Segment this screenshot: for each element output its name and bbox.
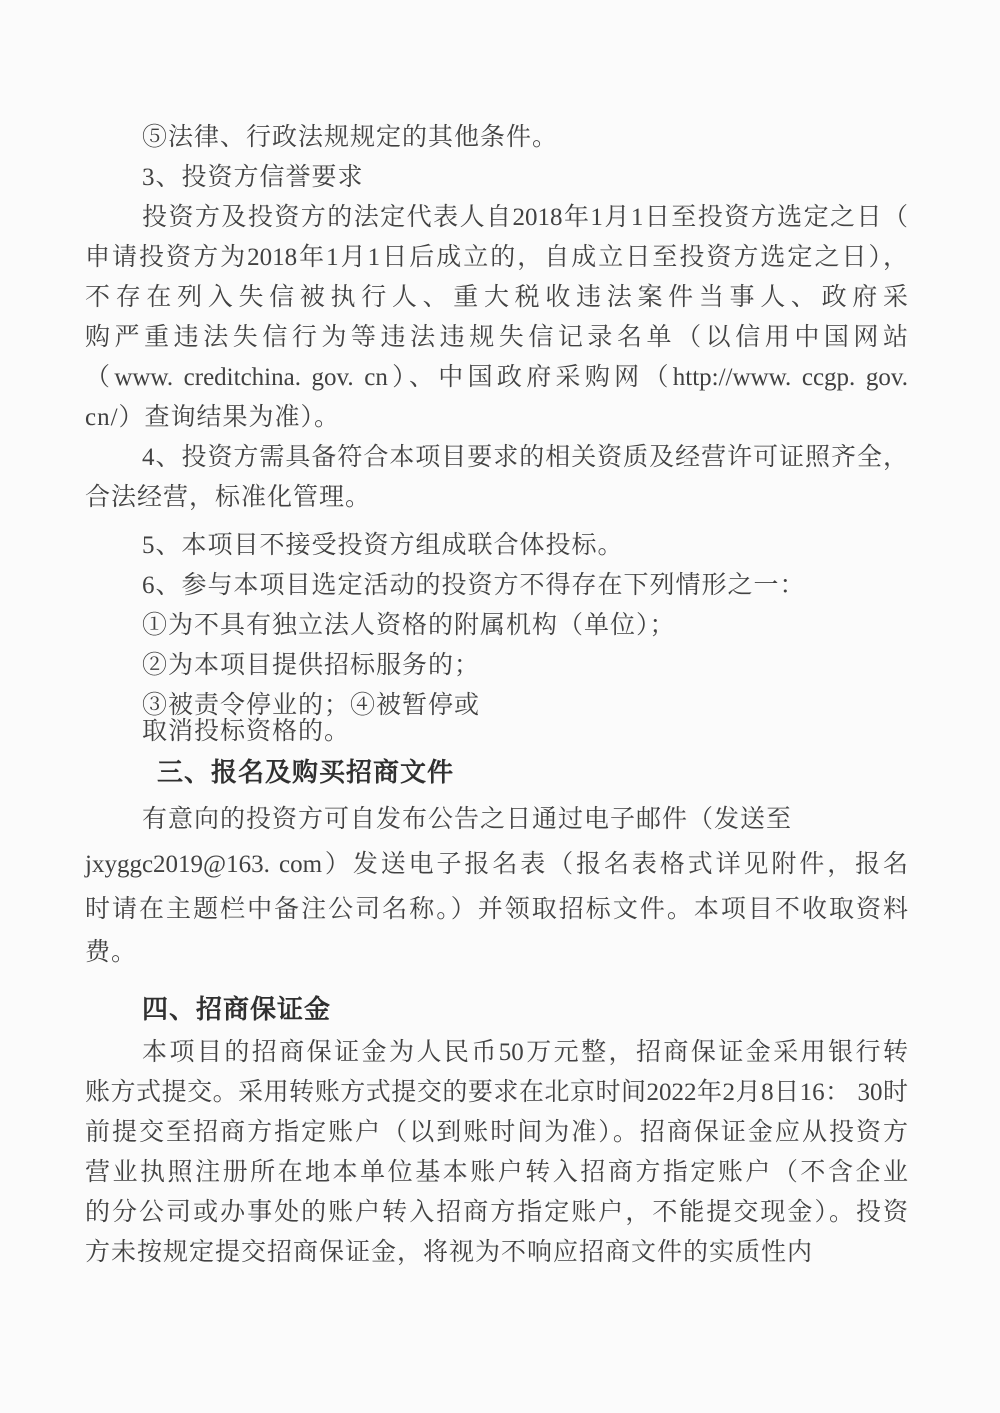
text-line: 申请投资方为2018年1月1日后成立的，自成立日至投资方选定之日）， (85, 244, 908, 271)
text-line: cn/）查询结果为准）。 (85, 404, 341, 431)
text-line: 的分公司或办事处的账户转入招商方指定账户，不能提交现金）。投资 (85, 1199, 908, 1226)
text-line: 4、投资方需具备符合本项目要求的相关资质及经营许可证照齐全， (142, 444, 908, 471)
text-line: ⑤法律、行政法规规定的其他条件。 (142, 124, 559, 151)
section-heading: 三、报名及购买招商文件 (157, 757, 455, 787)
document-body (85, 0, 908, 1273)
text-line: 前提交至招商方指定账户（以到账时间为准）。招商保证金应从投资方 (85, 1119, 908, 1146)
text-line: 方未按规定提交招商保证金，将视为不响应招商文件的实质性内 (85, 1239, 814, 1266)
text-line: ①为不具有独立法人资格的附属机构（单位）； (142, 612, 676, 639)
section-heading: 四、招商保证金 (142, 994, 332, 1024)
text-line: 5、本项目不接受投资方组成联合体投标。 (142, 532, 624, 559)
text-line: 合法经营，标准化管理。 (85, 484, 372, 511)
text-line: 不存在列入失信被执行人、重大税收违法案件当事人、政府采 (85, 284, 908, 311)
text-line: 账方式提交。采用转账方式提交的要求在北京时间2022年2月8日16： 30时 (85, 1079, 908, 1106)
text-line: 时请在主题栏中备注公司名称。）并领取招标文件。本项目不收取资料 (85, 896, 908, 923)
text-line: 投资方及投资方的法定代表人自2018年1月1日至投资方选定之日（ (142, 204, 908, 231)
text-line: 6、参与本项目选定活动的投资方不得存在下列情形之一： (142, 572, 806, 599)
text-line: ②为本项目提供招标服务的； (142, 652, 481, 679)
text-line: ③被责令停业的；④被暂停或 (142, 692, 481, 719)
text-line: （www. creditchina. gov. cn）、中国政府采购网（http://www. ccgp. gov. (85, 364, 908, 391)
text-line: jxyggc2019@163. com）发送电子报名表（报名表格式详见附件，报名 (85, 851, 908, 878)
text-line: 费。 (85, 939, 138, 966)
text-line: 营业执照注册所在地本单位基本账户转入招商方指定账户（不含企业 (85, 1159, 908, 1186)
text-line: 3、投资方信誉要求 (142, 164, 364, 191)
text-line: 有意向的投资方可自发布公告之日通过电子邮件（发送至 (142, 806, 793, 833)
text-line: 本项目的招商保证金为人民币50万元整，招商保证金采用银行转 (142, 1039, 908, 1066)
text-line: 取消投标资格的。 (142, 718, 351, 745)
text-line: 购严重违法失信行为等违法违规失信记录名单（以信用中国网站 (85, 324, 908, 351)
